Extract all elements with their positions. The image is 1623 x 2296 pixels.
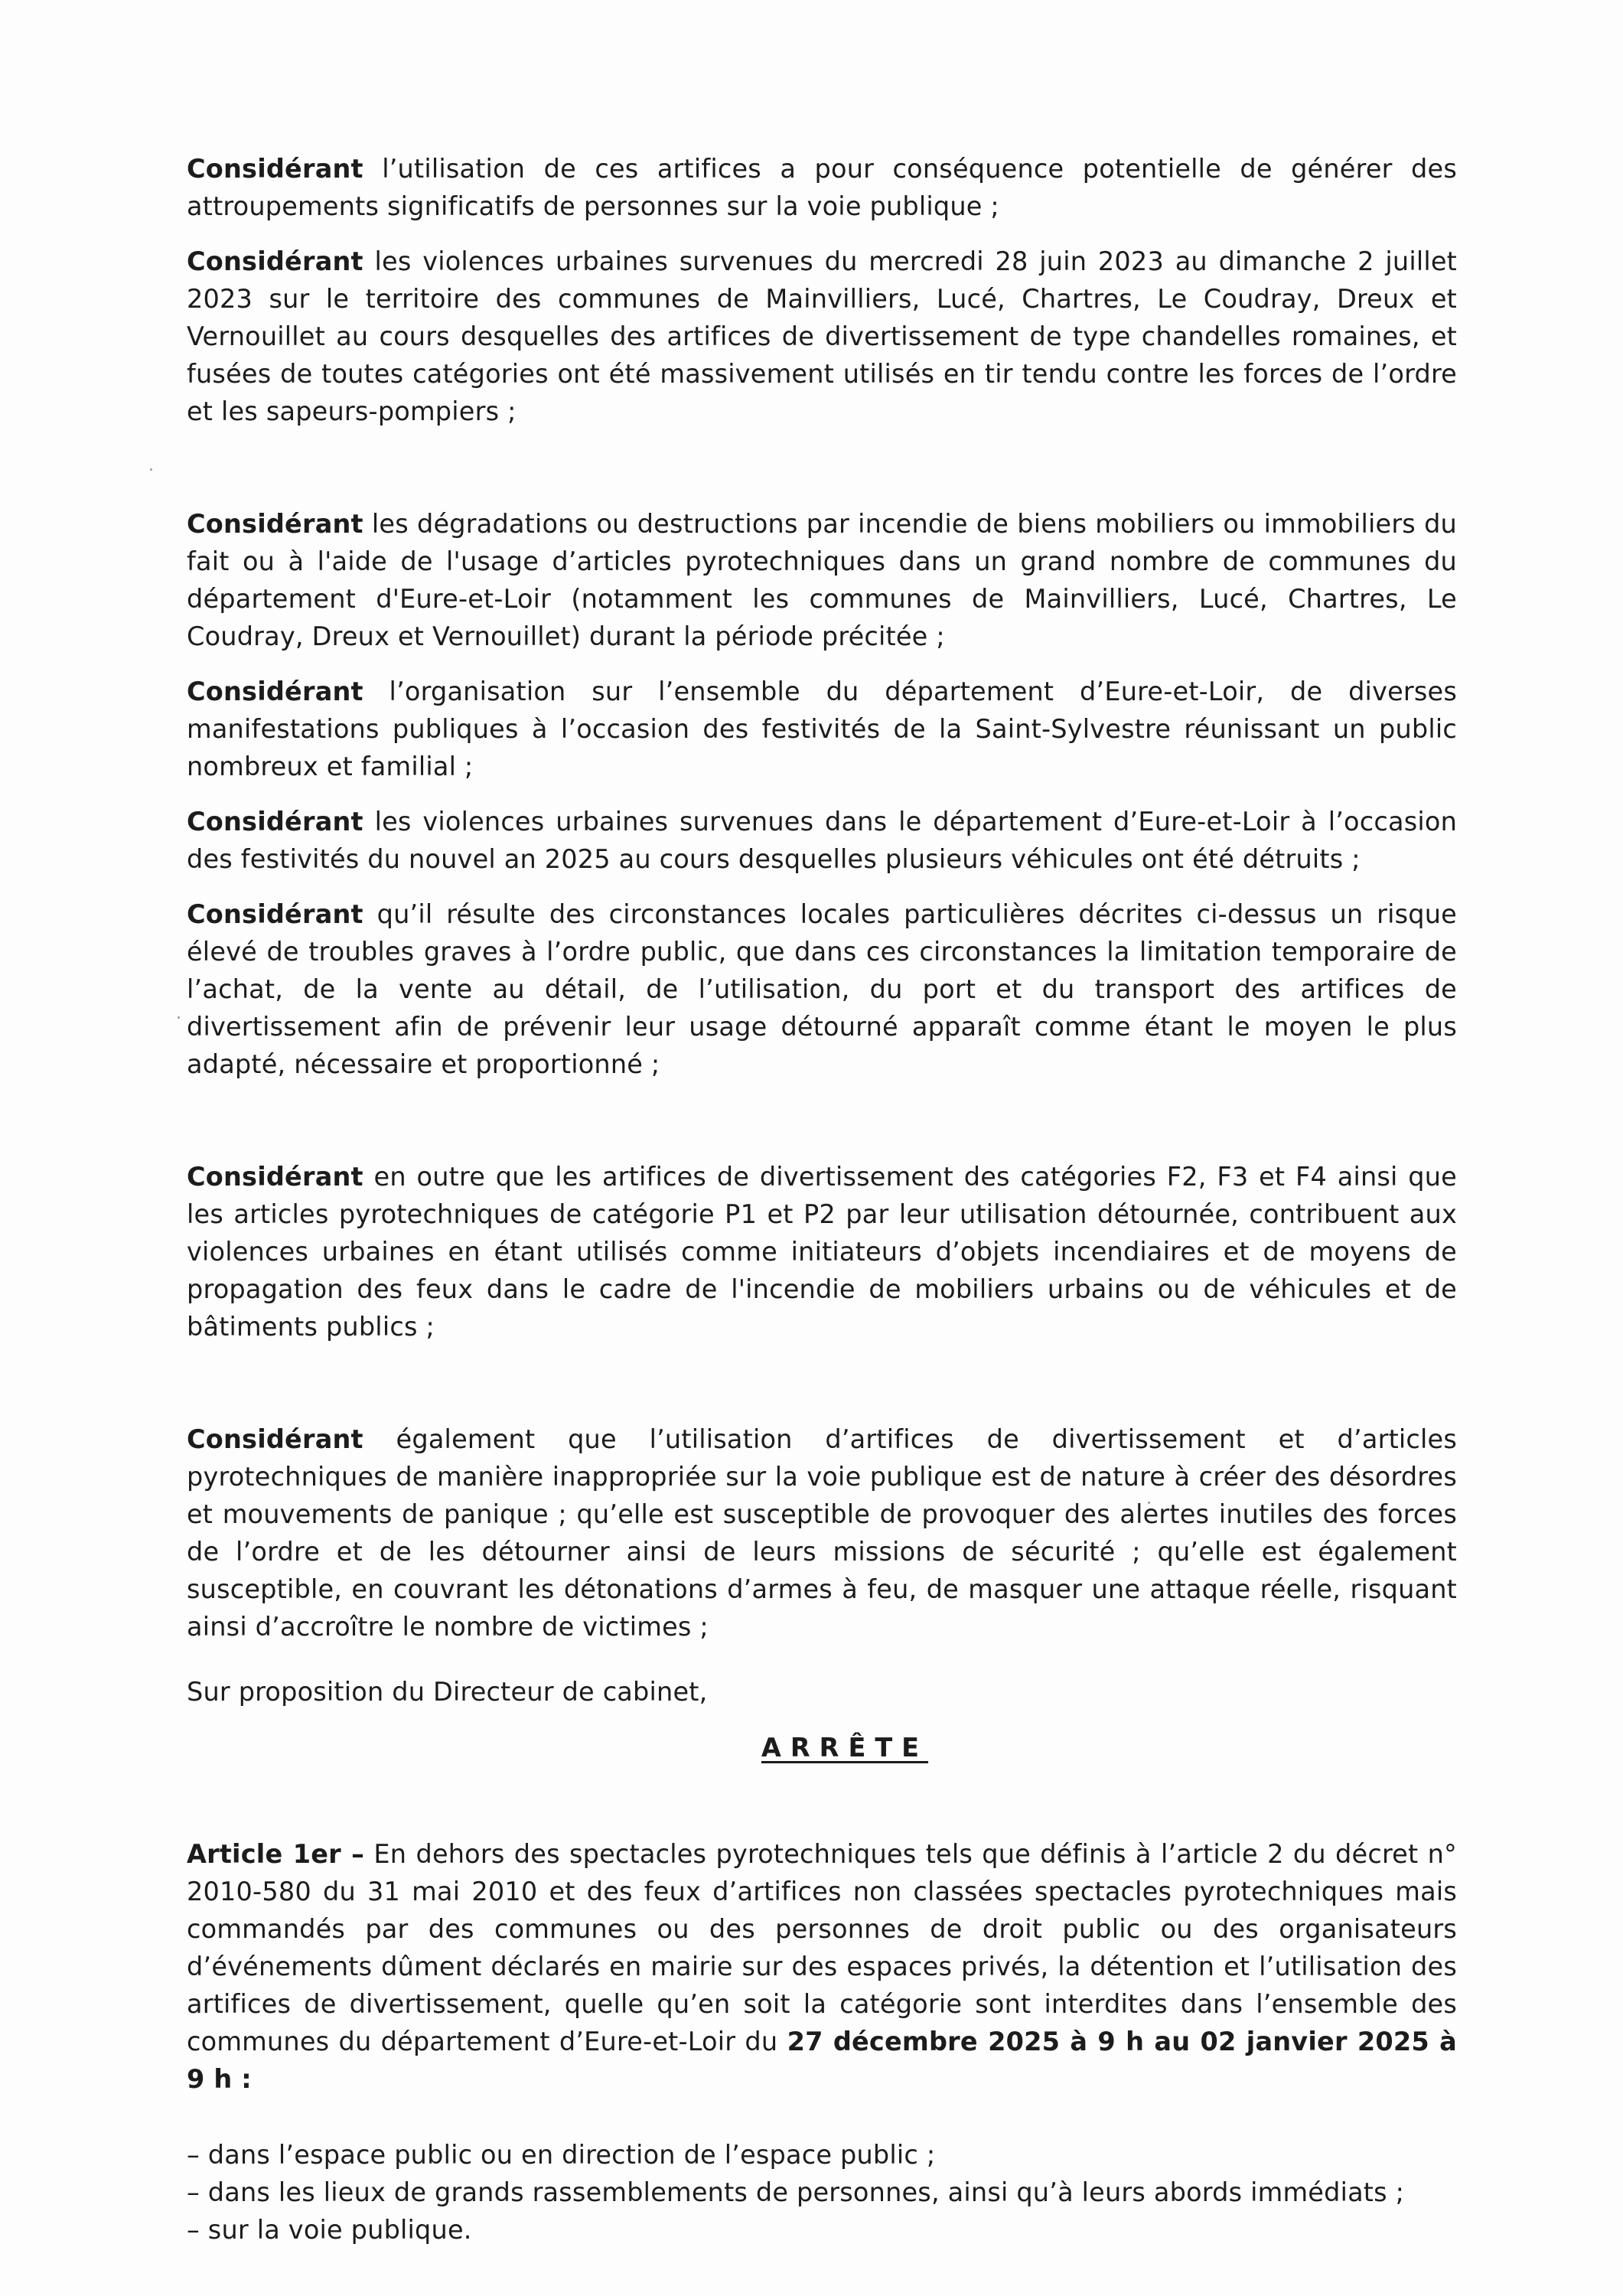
paragraph-lead: Considérant xyxy=(187,1424,363,1454)
considerant-paragraph xyxy=(187,673,1457,785)
article-label: Article 1er – xyxy=(187,1839,365,1869)
article-dates: 27 décembre 2025 à 9 h au 02 janvier 2025 à 9 h xyxy=(187,2027,1457,2094)
paragraph-text: également que l’utilisation d’artifices de divertissement et d’articles pyrotechniques de manière inappropriée sur la voie publique est de nature à créer des désordres et mouvements de panique ; qu’elle est susceptible de provoquer des alertes inutiles des forces de l’ordre et de les détourner ainsi de leurs missions de sécurité ; qu’elle est également susceptible, en couvrant les détonations d’armes à feu, de masquer une attaque réelle, risquant ainsi d’accroître le nombre de victimes ; xyxy=(187,1424,1457,1642)
document-body xyxy=(187,150,1457,2249)
paragraph-text: les violences urbaines survenues dans le département d’Eure-et-Loir à l’occasion des festivités du nouvel an 2025 au cours desquelles plusieurs véhicules ont été détruits ; xyxy=(187,807,1457,874)
paragraph-text: l’utilisation de ces artifices a pour conséquence potentielle de générer des attroupements significatifs de personnes sur la voie publique ; xyxy=(187,154,1457,221)
article-text: En dehors des spectacles pyrotechniques tels que définis à l’article 2 du décret n° 2010-580 du 31 mai 2010 et des feux d’artifices non classées spectacles pyrotechniques mais commandés par des communes ou des personnes de droit public ou des organisateurs d’événements dûment déclarés en mairie sur des espaces privés, la détention et l’utilisation des artifices de divertissement, quelle qu’en soit la catégorie sont interdites dans l’ensemble des communes du département d’Eure-et-Loir du xyxy=(187,1839,1457,2056)
paragraph-text: en outre que les artifices de divertissement des catégories F2, F3 et F4 ainsi que les articles pyrotechniques de catégorie P1 et P2 par leur utilisation détournée, contribuent aux violences urbaines en étant utilisés comme initiateurs d’objets incendiaires et de moyens de propagation des feux dans le cadre de l'incendie de mobiliers urbains ou de véhicules et de bâtiments publics ; xyxy=(187,1162,1457,1342)
considerant-paragraph xyxy=(187,1158,1457,1345)
considerant-paragraph xyxy=(187,1420,1457,1645)
decree-title: ARRÊTE xyxy=(761,1733,929,1763)
paragraph-text: les dégradations ou destructions par incendie de biens mobiliers ou immobiliers du fait ou à l'aide de l'usage d’articles pyrotechniques dans un grand nombre de communes du département d'Eure-et-Loir (notamment les communes de Mainvilliers, Lucé, Chartres, Le Coudray, Dreux et Vernouillet) durant la période précitée ; xyxy=(187,509,1457,651)
paragraph-lead: Considérant xyxy=(187,246,363,276)
paragraph-text: l’organisation sur l’ensemble du département d’Eure-et-Loir, de diverses manifestations publiques à l’occasion des festivités de la Saint-Sylvestre réunissant un public nombreux et familial ; xyxy=(187,677,1457,781)
paragraph-lead: Considérant xyxy=(187,154,363,184)
considerant-paragraph xyxy=(187,505,1457,655)
paragraph-text: les violences urbaines survenues du mercredi 28 juin 2023 au dimanche 2 juillet 2023 sur le territoire des communes de Mainvilliers, Lucé, Chartres, Le Coudray, Dreux et Vernouillet au cours desquelles des artifices de divertissement de type chandelles romaines, et fusées de toutes catégories ont été massivement utilisés en tir tendu contre les forces de l’ordre et les sapeurs-pompiers ; xyxy=(187,246,1457,426)
scan-speck xyxy=(178,1016,180,1019)
list-item: – sur la voie publique. xyxy=(187,2215,472,2245)
article-1 xyxy=(187,1835,1457,2098)
list-item: – dans l’espace public ou en direction de l’espace public ; xyxy=(187,2140,936,2170)
considerant-paragraph xyxy=(187,243,1457,430)
proposal-line: Sur proposition du Directeur de cabinet, xyxy=(187,1677,708,1707)
considerant-paragraph xyxy=(187,803,1457,878)
list-item: – dans les lieux de grands rassemblements de personnes, ainsi qu’à leurs abords immédiats ; xyxy=(187,2177,1405,2207)
paragraph-lead: Considérant xyxy=(187,807,363,837)
paragraph-lead: Considérant xyxy=(187,899,363,929)
prohibition-list xyxy=(187,2136,1457,2249)
paragraph-lead: Considérant xyxy=(187,1162,363,1192)
considerant-paragraph xyxy=(187,895,1457,1083)
article-end: : xyxy=(232,2064,252,2094)
paragraph-lead: Considérant xyxy=(187,509,363,539)
paragraph-lead: Considérant xyxy=(187,677,363,706)
considerant-paragraph xyxy=(187,150,1457,225)
paragraph-text: qu’il résulte des circonstances locales particulières décrites ci-dessus un risque élevé de troubles graves à l’ordre public, que dans ces circonstances la limitation temporaire de l’achat, de la vente au détail, de l’utilisation, du port et du transport des artifices de divertissement afin de prévenir leur usage détourné apparaît comme étant le moyen le plus adapté, nécessaire et proportionné ; xyxy=(187,899,1457,1079)
scan-speck xyxy=(150,468,152,471)
